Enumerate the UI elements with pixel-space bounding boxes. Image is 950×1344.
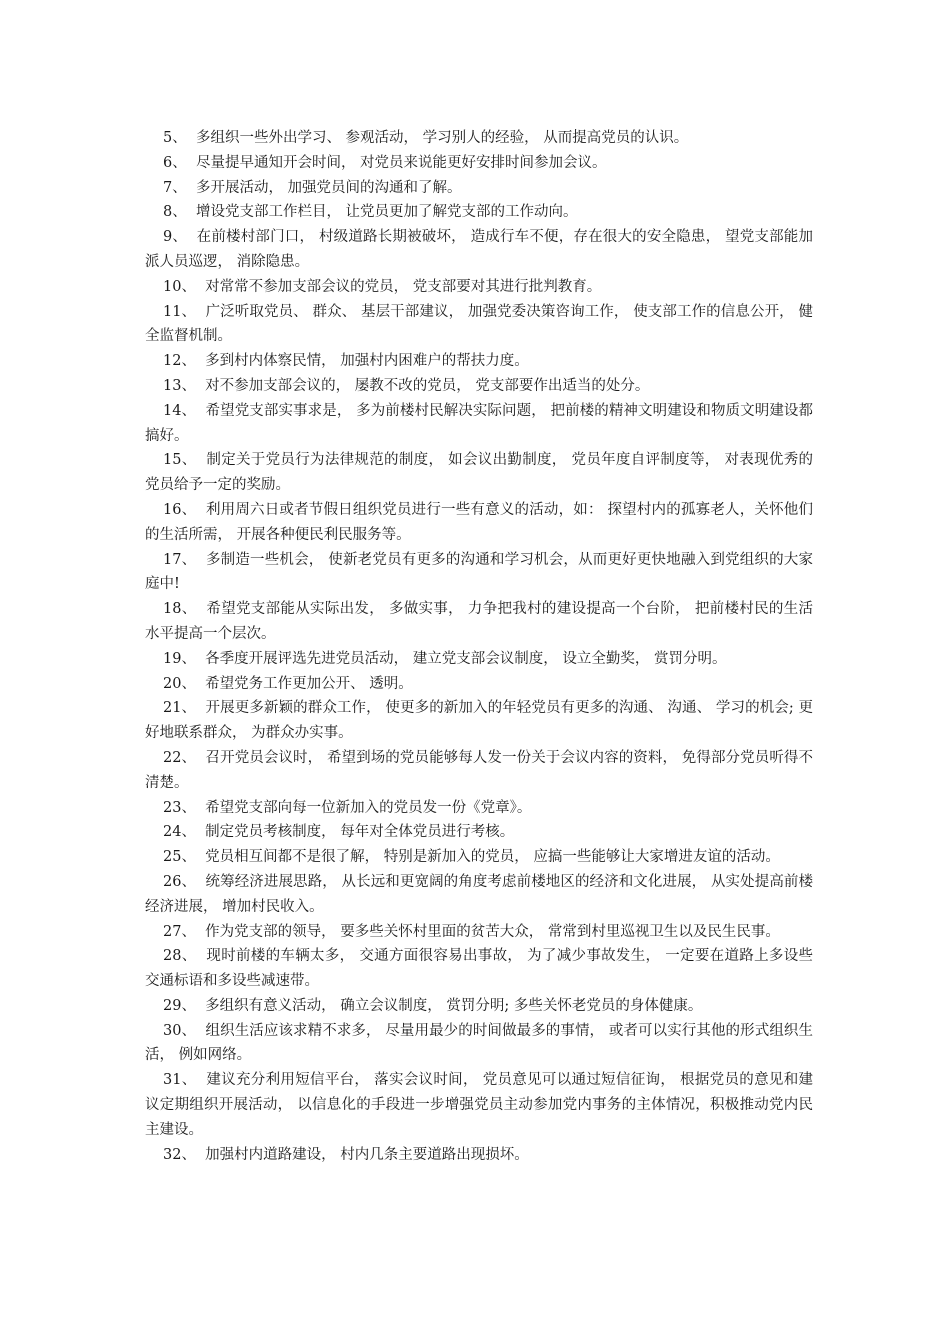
list-item: 24、 制定党员考核制度， 每年对全体党员进行考核。 <box>163 824 515 841</box>
list-item: 28、 现时前楼的车辆太多， 交通方面很容易出事故， 为了减少事故发生， 一定要在道路上多设些交通标语和多设些减速带。 <box>145 948 813 990</box>
list-item: 29、 多组织有意义活动， 确立会议制度， 赏罚分明; 多些关怀老党员的身体健康。 <box>163 997 703 1014</box>
list-item: 11、 广泛听取党员、 群众、 基层干部建议， 加强党委决策咨询工作， 使支部工作的信息公开， 健全监督机制。 <box>145 303 813 345</box>
list-item: 23、 希望党支部向每一位新加入的党员发一份《党章》。 <box>163 799 532 816</box>
list-item: 22、 召开党员会议时， 希望到场的党员能够每人发一份关于会议内容的资料， 免得部分党员听得不清楚。 <box>145 749 813 791</box>
list-item: 6、 尽量提早通知开会时间， 对党员来说能更好安排时间参加会议。 <box>163 154 607 171</box>
list-item: 20、 希望党务工作更加公开、 透明。 <box>163 675 413 692</box>
list-item: 26、 统筹经济进展思路， 从长远和更宽阔的角度考虑前楼地区的经济和文化进展， 从实处提高前楼经济进展， 增加村民收入。 <box>145 873 813 915</box>
list-item: 31、 建议充分利用短信平台， 落实会议时间， 党员意见可以通过短信征询， 根据党员的意见和建议定期组织开展活动， 以信息化的手段进一步增强党员主动参加党内事务的主体情况，积极推动党内民主建设。 <box>145 1072 813 1138</box>
list-item: 18、 希望党支部能从实际出发， 多做实事， 力争把我村的建设提高一个台阶， 把前楼村民的生活水平提高一个层次。 <box>145 601 813 642</box>
list-item: 8、 增设党支部工作栏目， 让党员更加了解党支部的工作动向。 <box>163 204 578 221</box>
list-item: 16、 利用周六日或者节假日组织党员进行一些有意义的活动，如： 探望村内的孤寡老人，关怀他们的生活所需， 开展各种便民利民服务等。 <box>145 501 813 543</box>
list-item: 7、 多开展活动， 加强党员间的沟通和了解。 <box>163 179 462 196</box>
list-item: 19、 各季度开展评选先进党员活动， 建立党支部会议制度， 设立全勤奖， 赏罚分明。 <box>163 650 727 667</box>
list-item: 12、 多到村内体察民情， 加强村内困难户的帮扶力度。 <box>163 353 529 370</box>
list-item: 15、 制定关于党员行为法律规范的制度， 如会议出勤制度， 党员年度自评制度等， 对表现优秀的党员给予一定的奖励。 <box>145 452 813 494</box>
list-item: 10、 对常常不参加支部会议的党员， 党支部要对其进行批判教育。 <box>163 278 602 295</box>
document-body <box>145 126 813 1167</box>
list-item: 21、 开展更多新颖的群众工作， 使更多的新加入的年轻党员有更多的沟通、 沟通、 学习的机会; 更好地联系群众， 为群众办实事。 <box>145 700 813 742</box>
list-item: 17、 多制造一些机会， 使新老党员有更多的沟通和学习机会，从而更好更快地融入到党组织的大家庭中! <box>145 551 813 593</box>
list-item: 13、 对不参加支部会议的， 屡教不改的党员， 党支部要作出适当的处分。 <box>163 377 650 394</box>
list-item: 32、 加强村内道路建设， 村内几条主要道路出现损坏。 <box>163 1146 529 1163</box>
list-item: 27、 作为党支部的领导， 要多些关怀村里面的贫苦大众， 常常到村里巡视卫生以及民生民事。 <box>163 923 780 940</box>
list-item: 9、 在前楼村部门口， 村级道路长期被破坏， 造成行车不便，存在很大的安全隐患， 望党支部能加派人员巡逻， 消除隐患。 <box>145 229 813 270</box>
list-item: 25、 党员相互间都不是很了解， 特别是新加入的党员， 应搞一些能够让大家增进友谊的活动。 <box>163 849 780 866</box>
list-item: 5、 多组织一些外出学习、 参观活动， 学习别人的经验， 从而提高党员的认识。 <box>163 130 689 146</box>
list-item: 14、 希望党支部实事求是， 多为前楼村民解决实际问题， 把前楼的精神文明建设和物质文明建设都搞好。 <box>145 402 813 444</box>
list-item: 30、 组织生活应该求精不求多， 尽量用最少的时间做最多的事情， 或者可以实行其他的形式组织生活， 例如网络。 <box>145 1022 813 1064</box>
